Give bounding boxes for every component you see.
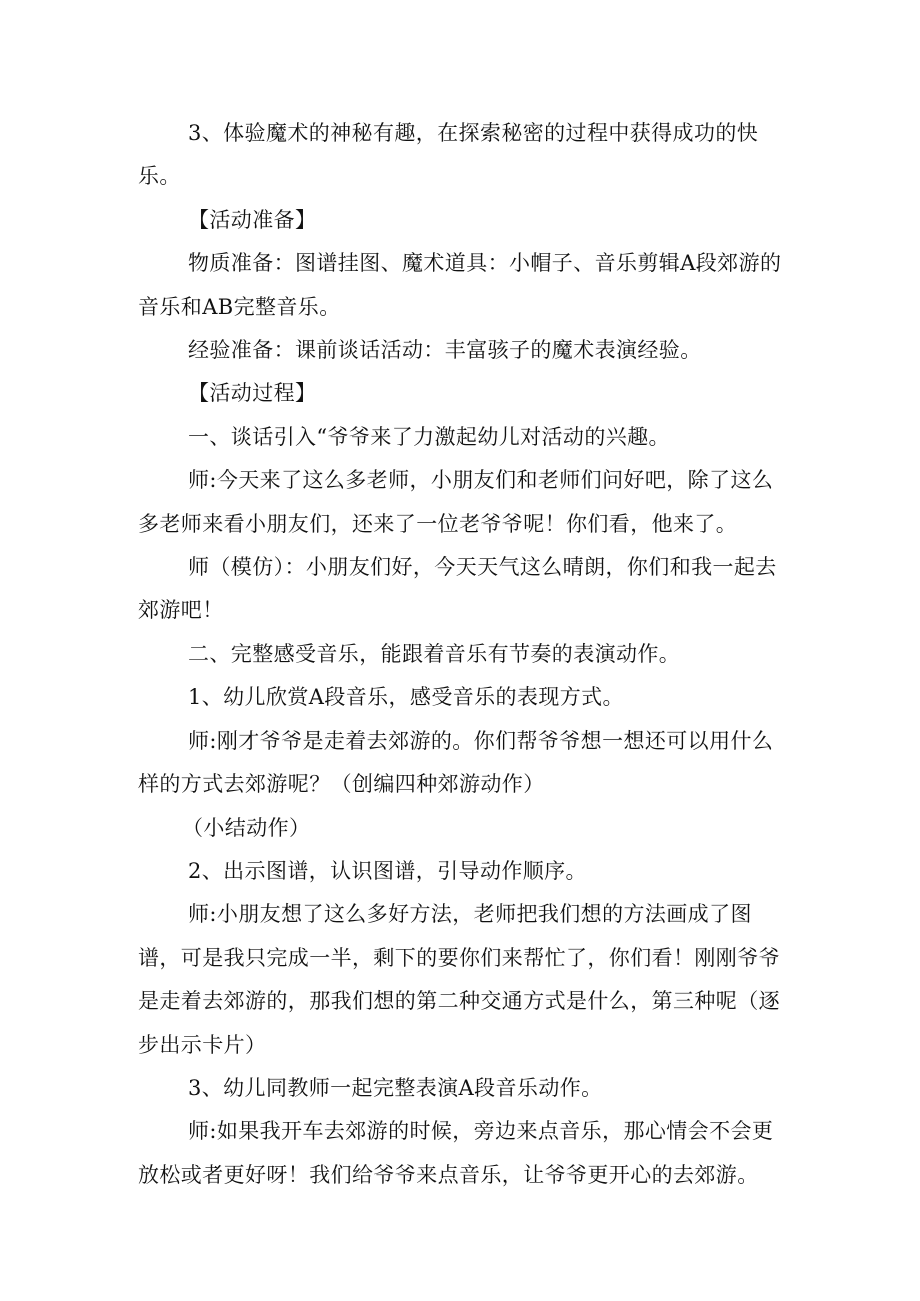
teacher-line-5: 师:如果我开车去郊游的时候，旁边来点音乐，那心情会不会更放松或者更好呀！我们给爷爷来点音乐，让爷爷更开心的去郊游。: [138, 1119, 774, 1187]
section-heading-process: 【活动过程】: [188, 381, 317, 406]
experience-preparation: 经验准备：课前谈话活动：丰富骇子的魔术表演经验。: [188, 338, 702, 363]
substep-3: 3、幼儿同教师一起完整表演A段音乐动作。: [188, 1075, 603, 1100]
document-body: [138, 112, 788, 1197]
process-step-2: 二、完整感受音乐，能跟着音乐有节奏的表演动作。: [188, 641, 681, 666]
goal-item-3: 3、体验魔术的神秘有趣，在探索秘密的过程中获得成功的快乐。: [138, 121, 759, 189]
teacher-line-1: 师:今天来了这么多老师，小朋友们和老师们问好吧，除了这么多老师来看小朋友们，还来了一位老爷爷呢！你们看，他来了。: [138, 468, 774, 536]
teacher-line-3: 师:刚才爷爷是走着去郊游的。你们帮爷爷想一想还可以用什么样的方式去郊游呢？（创编四种郊游动作）: [138, 728, 774, 797]
summary-note: （小结动作）: [182, 815, 311, 840]
teacher-line-4: 师:小朋友想了这么多好方法，老师把我们想的方法画成了图谱，可是我只完成一半，剩下的要你们来帮忙了，你们看！刚刚爷爷是走着去郊游的，那我们想的第二种交通方式是什么，第三种呢（逐步出示卡片）: [138, 902, 780, 1057]
section-heading-preparation: 【活动准备】: [188, 207, 317, 232]
substep-2: 2、出示图谱，认识图谱，引导动作顺序。: [188, 858, 587, 883]
process-step-1: 一、谈话引入“爷爷来了力激起幼儿对活动的兴趣。: [188, 424, 670, 449]
material-preparation: 物质准备：图谱挂图、魔术道具：小帽子、音乐剪辑A段郊游的音乐和AB完整音乐。: [138, 251, 782, 319]
teacher-line-2: 师（模仿）：小朋友们好，今天天气这么晴朗，你们和我一起去郊游吧！: [138, 555, 777, 623]
substep-1: 1、幼儿欣赏A段音乐，感受音乐的表现方式。: [188, 685, 624, 710]
